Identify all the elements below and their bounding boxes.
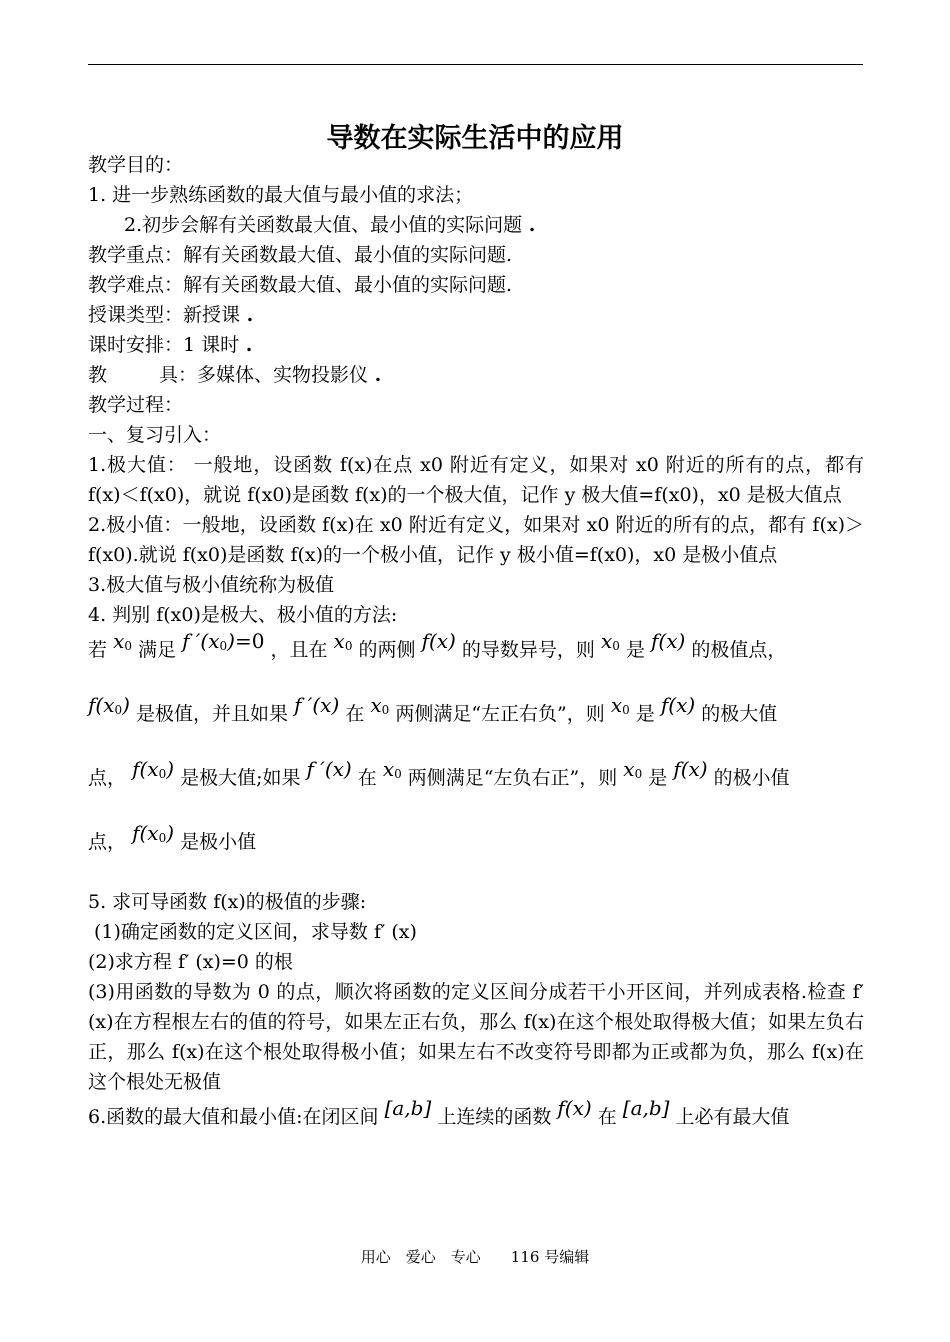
text: 两侧满足“左正右负”，则: [395, 703, 605, 725]
document-title: 导数在实际生活中的应用: [326, 123, 624, 154]
text: 在: [597, 1106, 617, 1128]
math-fx: f(x): [557, 1096, 592, 1120]
difficulty: 教学难点：解有关函数最大值、最小值的实际问题.: [88, 274, 513, 296]
math-x0: x0: [370, 693, 390, 717]
text: 是极小值: [180, 831, 257, 853]
criterion-line-1: [88, 629, 864, 669]
math-fx: f(x): [673, 757, 708, 781]
text: 是极值，并且如果: [136, 703, 289, 725]
goal-2: 2.初步会解有关函数最大值、最小值的实际问题 .: [124, 214, 536, 236]
text: 的极小值: [713, 767, 790, 789]
text: 是: [625, 639, 645, 661]
text: 是极大值;如果: [180, 767, 301, 789]
text: 的导数异号，则: [461, 639, 595, 661]
math-x0: x0: [610, 693, 630, 717]
text: 两侧满足“左负右正”，则: [407, 767, 618, 789]
math-fprime-x0-eq-0: f ′(x0)=0: [182, 629, 265, 653]
item-4: 4. 判别 f(x0)是极大、极小值的方法:: [88, 604, 398, 626]
math-f-x0: f(x0): [132, 821, 175, 845]
tools-value: 具：多媒体、实物投影仪: [159, 364, 369, 386]
step-2: (2)求方程 f′ (x)=0 的根: [88, 951, 293, 973]
text: 点，: [88, 767, 127, 789]
text: 满足: [138, 639, 177, 661]
text: ，且在: [270, 639, 328, 661]
math-fx: f(x): [421, 629, 456, 653]
text: 点，: [88, 831, 127, 853]
math-f-x0: f(x0): [88, 693, 130, 717]
text: 在: [357, 767, 377, 789]
text: 的极大值: [701, 703, 778, 725]
goal-1: 1. 进一步熟练函数的最大值与最小值的求法；: [88, 184, 474, 206]
math-x0: x0: [113, 629, 132, 653]
text: 是: [648, 767, 668, 789]
step-1: (1)确定函数的定义区间，求导数 f′ (x): [94, 921, 417, 943]
math-interval-ab: [a,b]: [622, 1096, 670, 1120]
math-fx: f(x): [651, 629, 686, 653]
math-fprime-x: f ′(x): [306, 757, 352, 781]
section-1-heading: 一、复习引入：: [88, 424, 222, 446]
text: 在: [345, 703, 365, 725]
criterion-line-4: [88, 821, 864, 861]
math-x0: x0: [623, 757, 643, 781]
math-f-x0: f(x0): [132, 757, 175, 781]
step-3: (3)用函数的导数为 0 的点，顺次将函数的定义区间分成若干小开区间，并列成表格.检查 f′ (x)在方程根左右的值的符号，如果左正右负，那么 f(x)在这个根处取得极大值；如果左负右正，那么 f(x)在这个根处取得极小值；如果左右不改变符号即都为正或都为负，那么 f(x)在这个根处无极值: [88, 981, 864, 1093]
tools: 教 具：多媒体、实物投影仪 .: [88, 364, 382, 386]
math-x0: x0: [600, 629, 620, 653]
criterion-line-2: [88, 693, 864, 733]
item-6: [88, 1096, 864, 1132]
header-rule: [88, 64, 863, 65]
item-1-maximum: 1.极大值： 一般地，设函数 f(x)在点 x0 附近有定义，如果对 x0 附近的所有的点，都有 f(x)＜f(x0)，就说 f(x0)是函数 f(x)的一个极大值，记作 y 极大值=f(x0)，x0 是极大值点: [88, 454, 864, 506]
tools-label: 教: [88, 364, 108, 386]
math-fprime-x: f ′(x): [294, 693, 340, 717]
item-3: 3.极大值与极小值统称为极值: [88, 574, 335, 596]
math-x0: x0: [333, 629, 353, 653]
page-footer: 用心 爱心 专心 116 号编辑: [360, 1248, 590, 1266]
text: 是: [635, 703, 655, 725]
criterion-line-3: [88, 757, 864, 797]
text: 6.函数的最大值和最小值:在闭区间: [88, 1106, 379, 1128]
schedule-text: 课时安排：1 课时: [88, 334, 240, 356]
text: 的极值点，: [691, 639, 787, 661]
lesson-type-text: 授课类型：新授课: [88, 304, 241, 326]
item-2-minimum: 2.极小值：一般地，设函数 f(x)在 x0 附近有定义，如果对 x0 附近的所有的点，都有 f(x)＞f(x0).就说 f(x0)是函数 f(x)的一个极小值，记作 y 极小值=f(x0)，x0 是极小值点: [88, 514, 864, 566]
item-5: 5. 求可导函数 f(x)的极值的步骤:: [88, 891, 367, 913]
goals-heading: 教学目的：: [88, 154, 184, 176]
math-x0: x0: [382, 757, 402, 781]
lesson-type: 授课类型：新授课 .: [88, 304, 254, 326]
key-point: 教学重点：解有关函数最大值、最小值的实际问题.: [88, 244, 513, 266]
process-heading: 教学过程：: [88, 394, 184, 416]
math-fx: f(x): [660, 693, 696, 717]
math-interval-ab: [a,b]: [384, 1096, 432, 1120]
goal-2-text: 2.初步会解有关函数最大值、最小值的实际问题: [124, 214, 523, 236]
text: 上连续的函数: [437, 1106, 552, 1128]
schedule: 课时安排：1 课时 .: [88, 334, 253, 356]
document-body: [88, 150, 864, 1132]
text: 若: [88, 639, 108, 661]
text: 的两侧: [358, 639, 416, 661]
text: 上必有最大值: [675, 1106, 790, 1128]
